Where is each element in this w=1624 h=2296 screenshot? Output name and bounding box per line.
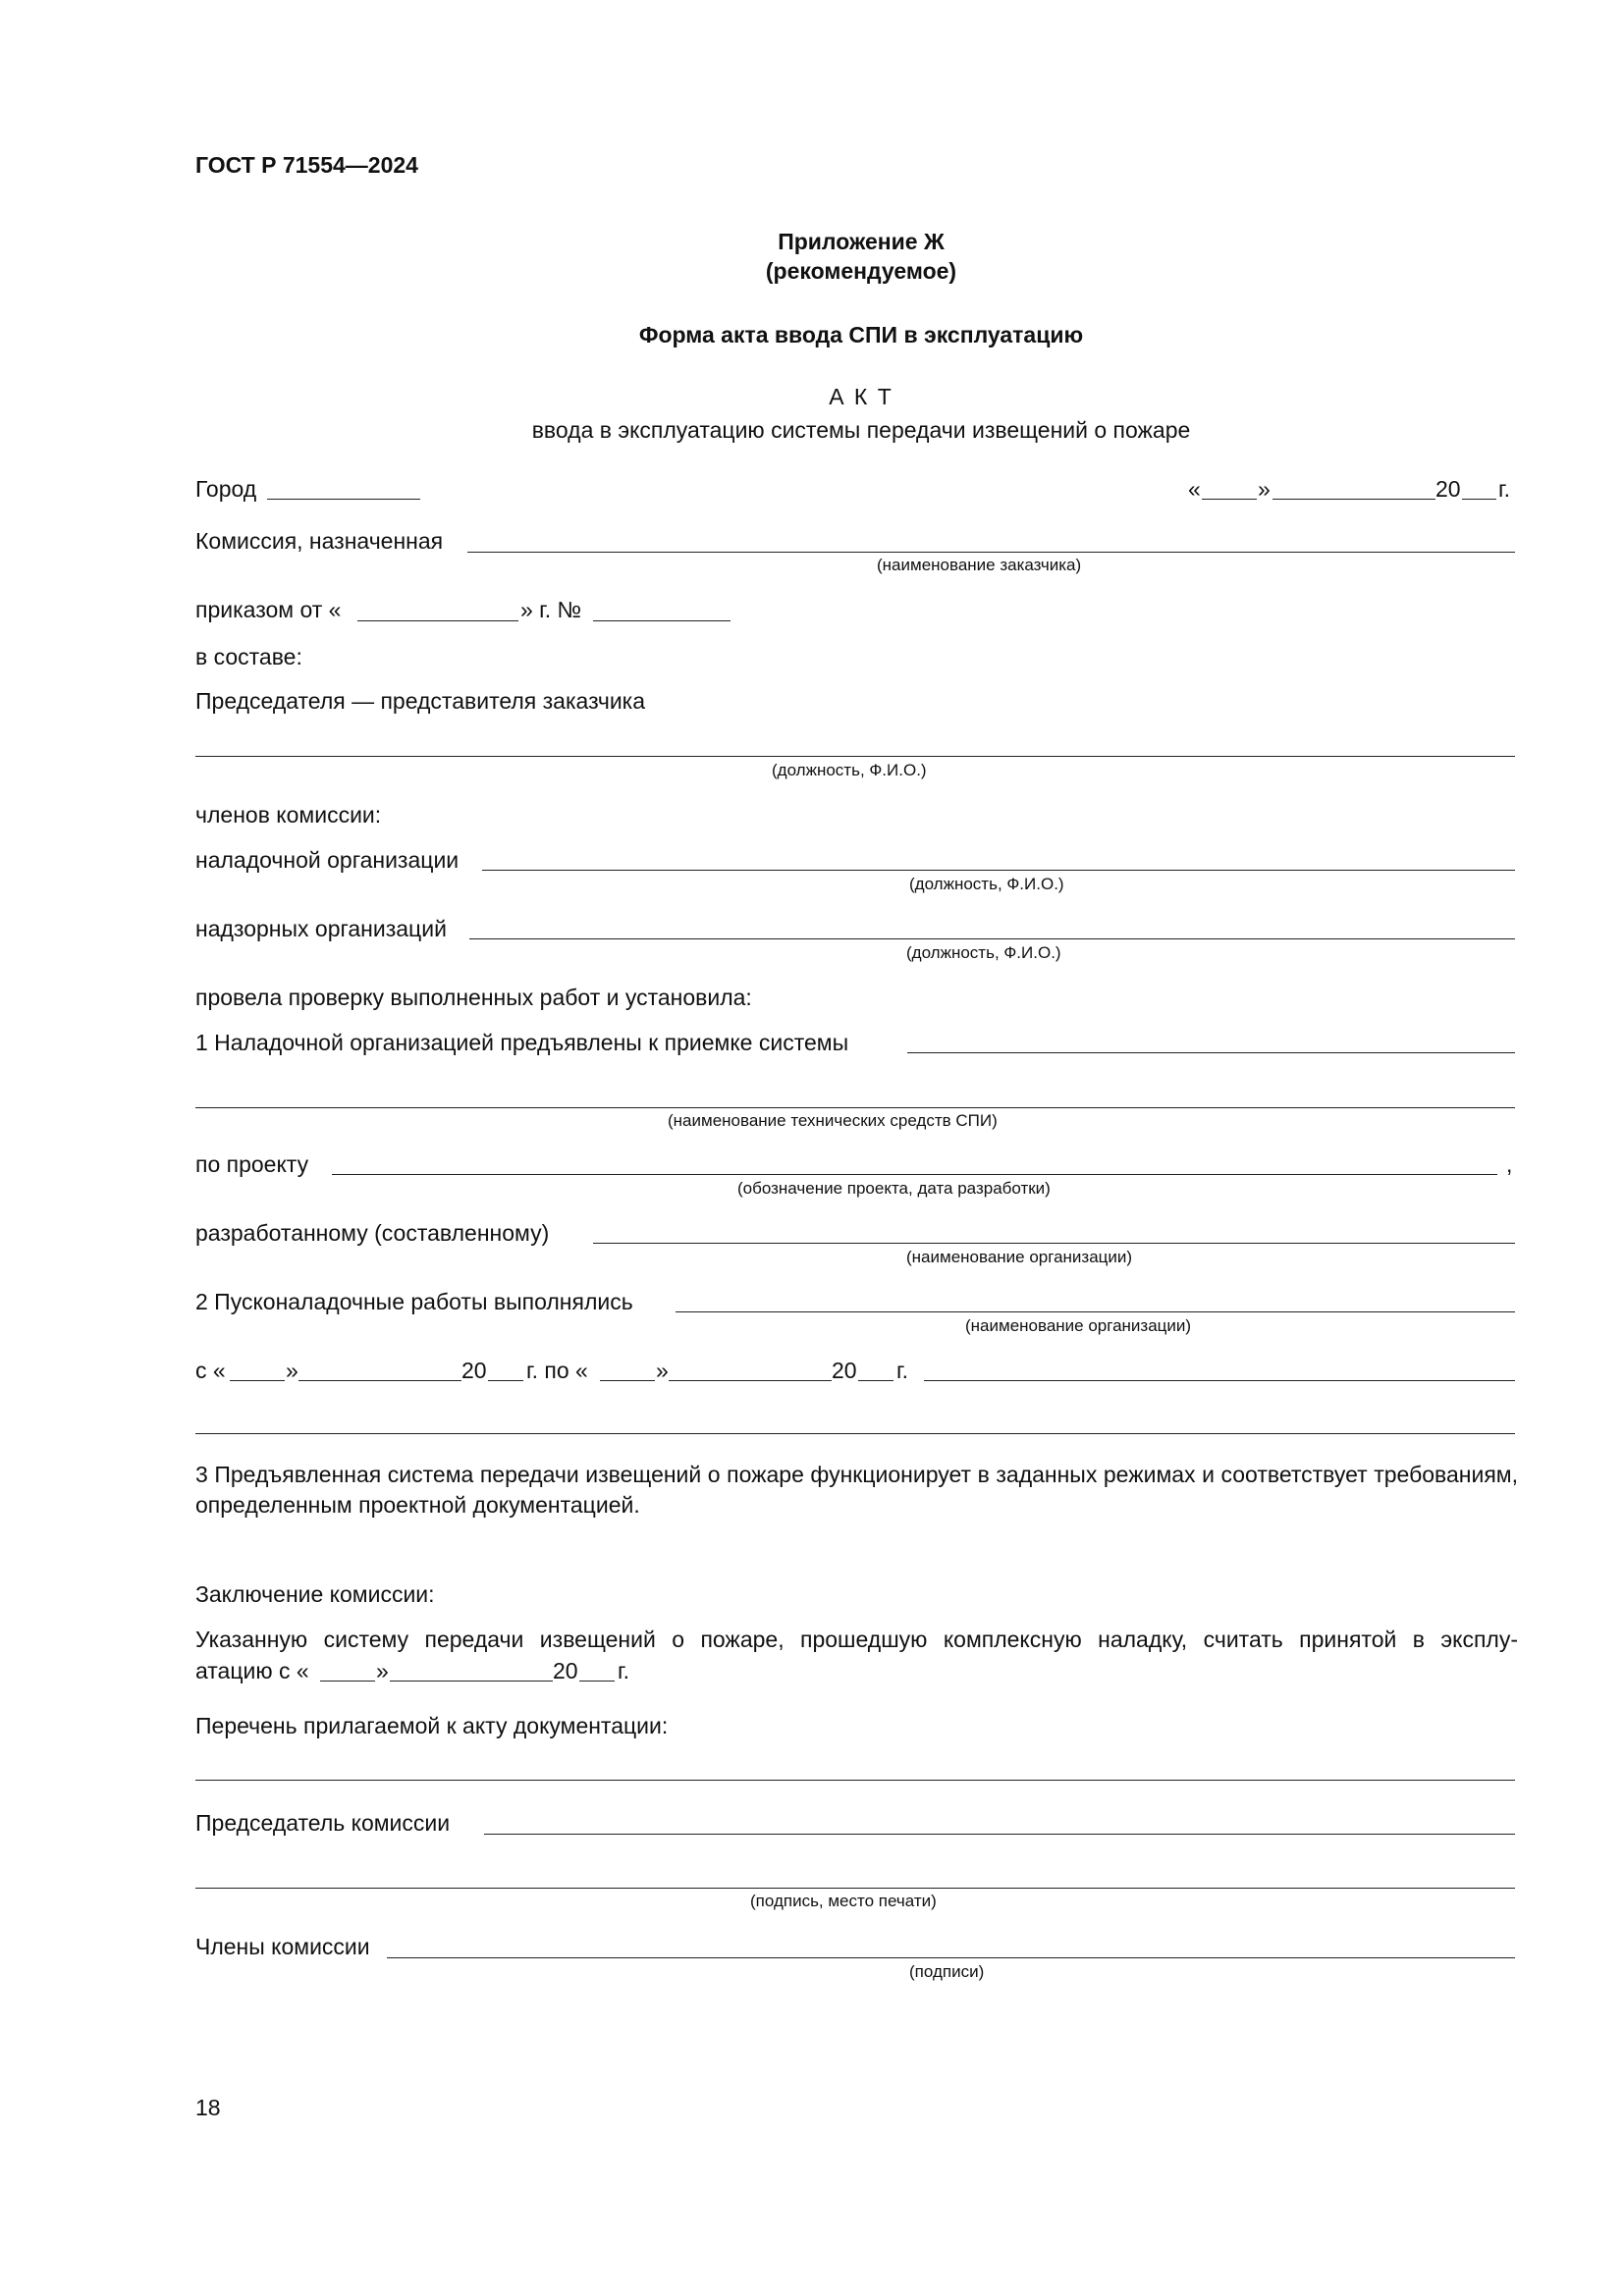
date-month-field[interactable] [1272,499,1435,500]
period-start-close: » [286,1358,298,1383]
conclusion-line1: Указанную систему передачи извещений о пожаре, прошедшую комплексную наладку, считать принятой в эксплу- [195,1627,1518,1652]
chairman-field[interactable] [195,756,1515,757]
docs-label: Перечень прилагаемой к акту документации: [195,1713,669,1738]
conclusion-line2-close: » [376,1658,389,1683]
developed-caption: (наименование организации) [906,1248,1133,1266]
period-end-close: » [656,1358,669,1383]
period-end-year-field[interactable] [858,1380,893,1381]
appendix-note: (рекомендуемое) [765,258,957,284]
item1-field-2[interactable] [195,1107,1515,1108]
setup-org-field[interactable] [482,870,1515,871]
date-year-field[interactable] [1462,499,1496,500]
supervisory-org-field[interactable] [469,938,1515,939]
date-day-field[interactable] [1202,499,1257,500]
period-end: г. [896,1358,908,1383]
period-extra-field-2[interactable] [195,1433,1515,1434]
item3-text: 3 Предъявленная система передачи извещений о пожаре функционирует в заданных режимах и соответствует требованиям, определенным проектной документацией. [195,1462,1518,1518]
supervisory-org-label: надзорных организаций [195,916,447,941]
check-statement: провела проверку выполненных работ и установила: [195,985,752,1010]
project-field[interactable] [332,1174,1497,1175]
period-start-year-prefix: 20 [461,1358,487,1383]
date-open-quote: « [1188,476,1201,502]
chairman-caption: (должность, Ф.И.О.) [772,761,927,779]
order-mid: » г. № [520,597,582,622]
members-sign-label: Члены комиссии [195,1934,370,1959]
item2-field[interactable] [676,1311,1515,1312]
project-label: по проекту [195,1151,309,1177]
project-comma: , [1506,1151,1513,1177]
project-caption: (обозначение проекта, дата разработки) [737,1179,1051,1198]
appendix-title: Приложение Ж [778,229,945,254]
period-mid: г. по « [526,1358,588,1383]
page-number: 18 [195,2095,221,2120]
act-subtitle: ввода в эксплуатацию системы передачи извещений о пожаре [531,417,1191,443]
commission-caption: (наименование заказчика) [877,556,1082,574]
conclusion-year-suffix: г. [618,1658,629,1683]
period-extra-field[interactable] [924,1380,1515,1381]
developed-field[interactable] [593,1243,1515,1244]
order-date-field[interactable] [357,620,518,621]
item2-label: 2 Пусконаладочные работы выполнялись [195,1289,633,1314]
date-year-prefix: 20 [1435,476,1461,502]
item2-caption: (наименование организации) [965,1316,1192,1335]
standard-header: ГОСТ Р 71554—2024 [195,152,418,178]
chair-sign-field-2[interactable] [195,1888,1515,1889]
conclusion-label: Заключение комиссии: [195,1581,435,1607]
period-start-day-field[interactable] [230,1380,285,1381]
order-number-field[interactable] [593,620,731,621]
developed-label: разработанному (составленному) [195,1220,550,1246]
period-from: с « [195,1358,226,1383]
period-start-year-field[interactable] [488,1380,523,1381]
form-title: Форма акта ввода СПИ в эксплуатацию [638,322,1084,347]
commission-field[interactable] [467,552,1515,553]
date-close-quote: » [1258,476,1271,502]
composition-label: в составе: [195,644,302,669]
chair-sign-label: Председатель комиссии [195,1810,451,1836]
period-end-day-field[interactable] [600,1380,655,1381]
city-label: Город [195,476,257,502]
period-end-month-field[interactable] [669,1380,832,1381]
conclusion-line2-prefix: атацию с « [195,1658,309,1683]
members-label: членов комиссии: [195,802,382,828]
setup-org-label: наладочной организации [195,847,460,873]
conclusion-month-field[interactable] [390,1681,553,1682]
item1-field[interactable] [907,1052,1515,1053]
chair-sign-field[interactable] [484,1834,1515,1835]
city-field[interactable] [267,499,420,500]
members-sign-field[interactable] [387,1957,1515,1958]
item1-caption: (наименование технических средств СПИ) [668,1111,998,1130]
period-end-year-prefix: 20 [832,1358,857,1383]
setup-org-caption: (должность, Ф.И.О.) [909,875,1064,893]
conclusion-day-field[interactable] [320,1681,375,1682]
conclusion-year-field[interactable] [579,1681,615,1682]
chair-sign-caption: (подпись, место печати) [750,1892,937,1910]
item1-label: 1 Наладочной организацией предъявлены к приемке системы [195,1030,849,1055]
members-sign-caption: (подписи) [909,1962,985,1981]
period-start-month-field[interactable] [298,1380,461,1381]
docs-field[interactable] [195,1780,1515,1781]
chairman-label: Председателя — представителя заказчика [195,688,646,714]
supervisory-org-caption: (должность, Ф.И.О.) [906,943,1061,962]
conclusion-year-prefix: 20 [553,1658,578,1683]
commission-label: Комиссия, назначенная [195,528,444,554]
act-word: А К Т [829,384,893,409]
order-label: приказом от « [195,597,342,622]
date-year-suffix: г. [1498,476,1510,502]
